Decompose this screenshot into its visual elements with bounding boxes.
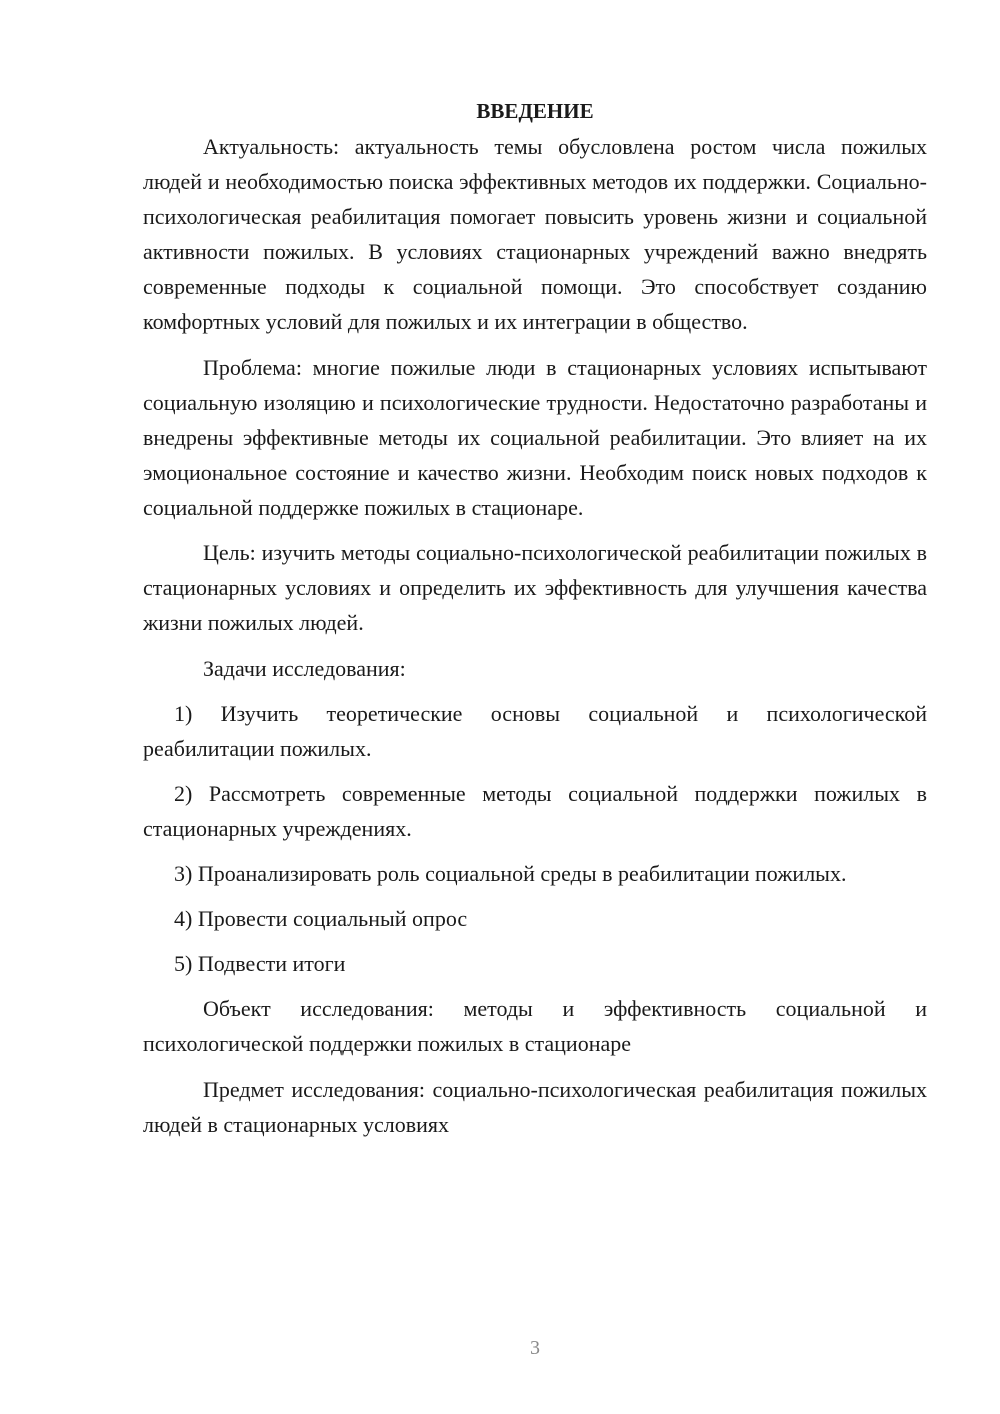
page-number: 3 xyxy=(530,1337,540,1359)
subject-paragraph: Предмет исследования: социально-психологическая реабилитация пожилых людей в стационарных условиях xyxy=(143,1076,927,1137)
task-item: 2) Рассмотреть современные методы социальной поддержки пожилых в стационарных учреждениях. xyxy=(143,780,927,841)
object-paragraph: Объект исследования: методы и эффективность социальной и психологической поддержки пожилых в стационаре xyxy=(143,996,927,1056)
task-item: 4) Провести социальный опрос xyxy=(174,905,468,931)
task-item: 5) Подвести итоги xyxy=(174,950,346,976)
task-item: 1) Изучить теоретические основы социальной и психологической реабилитации пожилых. xyxy=(143,700,927,761)
document-page xyxy=(143,94,927,1142)
goal-paragraph: Цель: изучить методы социально-психологической реабилитации пожилых в стационарных условиях и определить их эффективность для улучшения качества жизни пожилых людей. xyxy=(143,540,927,635)
tasks-heading: Задачи исследования: xyxy=(203,655,406,681)
section-title: ВВЕДЕНИЕ xyxy=(476,99,594,123)
task-item: 3) Проанализировать роль социальной среды в реабилитации пожилых. xyxy=(174,860,847,886)
problem-paragraph: Проблема: многие пожилые люди в стационарных условиях испытывают социальную изоляцию и психологические трудности. Недостаточно разработаны и внедрены эффективные методы их социальной реабилитации. Это влияет на их эмоциональное состояние и качество жизни. Необходим поиск новых подходов к социальной поддержке пожилых в стационаре. xyxy=(143,354,927,520)
relevance-paragraph: Актуальность: актуальность темы обусловлена ростом числа пожилых людей и необходимостью поиска эффективных методов их поддержки. Социально-психологическая реабилитация помогает повысить уровень жизни и социальной активности пожилых. В условиях стационарных учреждений важно внедрять современные подходы к социальной помощи. Это способствует созданию комфортных условий для пожилых и их интеграции в общество. xyxy=(143,134,927,334)
